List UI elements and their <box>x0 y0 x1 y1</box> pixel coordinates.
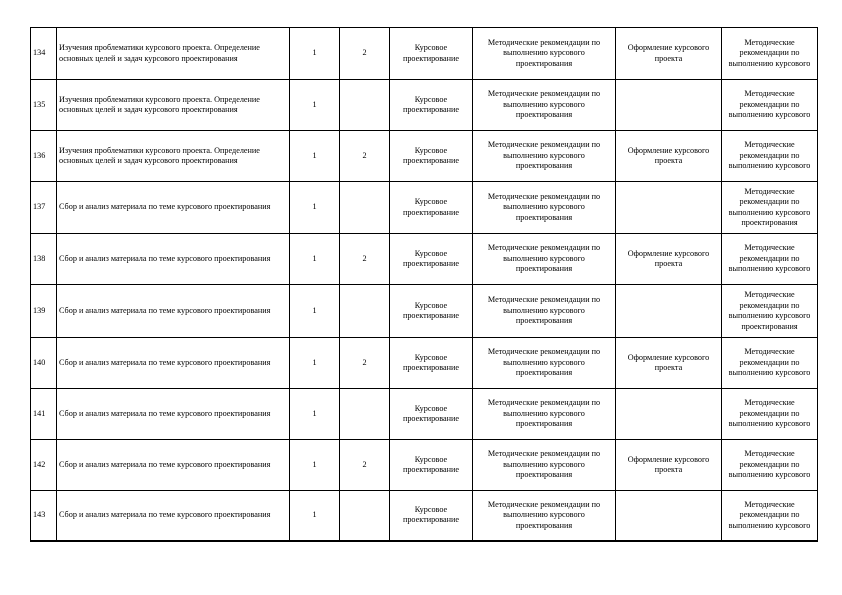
row-form-text: Курсовое проектирование <box>402 504 460 525</box>
row-work <box>616 131 722 182</box>
row-form-text: Курсовое проектирование <box>402 197 460 217</box>
table-body <box>31 28 818 541</box>
row-work <box>616 491 722 541</box>
row-hours-1 <box>290 80 340 131</box>
row-method-text: Методические рекомендации по выполнению курсового проектирования <box>487 295 601 326</box>
row-method-text: Методические рекомендации по выполнению курсового проектирования <box>487 89 601 120</box>
row-work-text: Оформление курсового проекта <box>627 43 710 63</box>
table-row <box>31 491 818 541</box>
row-hours-2 <box>340 389 390 440</box>
row-method-text: Методические рекомендации по выполнению курсового проектирования <box>487 398 601 429</box>
row-hours-2-text: 2 <box>362 459 367 469</box>
row-number-text: 135 <box>33 99 46 109</box>
row-literature-text: Методические рекомендации по выполнению курсового <box>728 398 811 429</box>
row-literature-text: Методические рекомендации по выполнению курсового проектирования <box>728 186 811 227</box>
table-row <box>31 389 818 440</box>
row-work <box>616 28 722 80</box>
row-hours-2-text: 2 <box>362 48 367 58</box>
row-method <box>473 440 616 491</box>
row-literature-text: Методические рекомендации по выполнению курсового <box>728 499 811 530</box>
row-number <box>31 491 57 541</box>
row-hours-2 <box>340 131 390 182</box>
row-hours-1 <box>290 28 340 80</box>
row-form <box>390 131 473 182</box>
row-hours-2 <box>340 440 390 491</box>
row-form <box>390 338 473 389</box>
row-number-text: 139 <box>33 305 46 315</box>
row-hours-1 <box>290 491 340 541</box>
row-number-text: 140 <box>33 357 46 367</box>
row-topic-text: Сбор и анализ материала по теме курсового проектирования <box>59 408 271 418</box>
row-literature <box>722 440 818 491</box>
row-hours-1-text: 1 <box>312 253 317 263</box>
row-topic-text: Изучения проблематики курсового проекта. Определение основных целей и задач курсового проектирования <box>59 43 260 63</box>
row-form-text: Курсовое проектирование <box>402 145 460 165</box>
row-method-text: Методические рекомендации по выполнению курсового проектирования <box>487 499 601 530</box>
row-hours-1-text: 1 <box>312 305 317 315</box>
row-hours-1-text: 1 <box>312 357 317 367</box>
row-number-text: 143 <box>33 510 46 519</box>
row-literature <box>722 131 818 182</box>
row-hours-1 <box>290 440 340 491</box>
row-literature-text: Методические рекомендации по выполнению курсового <box>728 449 811 480</box>
row-hours-2 <box>340 491 390 541</box>
row-number-text: 137 <box>33 202 46 212</box>
row-form <box>390 80 473 131</box>
row-method <box>473 389 616 440</box>
row-literature-text: Методические рекомендации по выполнению курсового <box>728 347 811 378</box>
row-method <box>473 491 616 541</box>
row-form <box>390 491 473 541</box>
row-literature-text: Методические рекомендации по выполнению курсового <box>728 243 811 274</box>
row-number-text: 138 <box>33 253 46 263</box>
row-topic-text: Сбор и анализ материала по теме курсового проектирования <box>59 305 271 315</box>
row-method <box>473 28 616 80</box>
row-hours-1-text: 1 <box>312 150 317 160</box>
row-literature <box>722 80 818 131</box>
row-hours-1-text: 1 <box>312 408 317 418</box>
table-row <box>31 28 818 80</box>
row-method-text: Методические рекомендации по выполнению курсового проектирования <box>487 140 601 171</box>
row-literature <box>722 491 818 541</box>
row-literature <box>722 182 818 234</box>
table-row <box>31 80 818 131</box>
row-work-text: Оформление курсового проекта <box>627 454 710 474</box>
row-work-text: Оформление курсового проекта <box>627 352 710 372</box>
row-number-text: 134 <box>33 48 46 58</box>
row-number <box>31 389 57 440</box>
row-literature-text: Методические рекомендации по выполнению курсового <box>728 89 811 120</box>
row-literature <box>722 234 818 285</box>
row-hours-2-text: 2 <box>362 253 367 263</box>
row-form-text: Курсовое проектирование <box>402 454 460 474</box>
row-literature-text: Методические рекомендации по выполнению курсового проектирования <box>728 290 811 331</box>
row-topic <box>57 28 290 80</box>
row-topic-text: Сбор и анализ материала по теме курсового проектирования <box>59 459 271 469</box>
row-hours-2 <box>340 234 390 285</box>
table-row <box>31 182 818 234</box>
table-row <box>31 234 818 285</box>
row-hours-2 <box>340 80 390 131</box>
row-hours-2 <box>340 28 390 80</box>
row-hours-2-text: 2 <box>362 357 367 367</box>
row-topic <box>57 234 290 285</box>
table-row <box>31 131 818 182</box>
row-form <box>390 182 473 234</box>
row-number <box>31 285 57 338</box>
row-number-text: 142 <box>33 459 46 469</box>
row-hours-1-text: 1 <box>312 99 317 109</box>
row-topic-text: Сбор и анализ материала по теме курсового проектирования <box>59 202 271 212</box>
row-hours-1-text: 1 <box>312 459 317 469</box>
row-topic-text: Изучения проблематики курсового проекта. Определение основных целей и задач курсового проектирования <box>59 145 260 165</box>
row-method <box>473 234 616 285</box>
table-row <box>31 338 818 389</box>
row-topic-text: Сбор и анализ материала по теме курсового проектирования <box>59 357 271 367</box>
row-literature <box>722 28 818 80</box>
row-method <box>473 80 616 131</box>
row-number <box>31 182 57 234</box>
row-topic <box>57 338 290 389</box>
row-hours-1 <box>290 234 340 285</box>
row-work <box>616 234 722 285</box>
row-method <box>473 182 616 234</box>
row-form-text: Курсовое проектирование <box>402 94 460 114</box>
row-number-text: 141 <box>33 408 46 418</box>
row-number <box>31 80 57 131</box>
row-hours-1-text: 1 <box>312 48 317 58</box>
row-form-text: Курсовое проектирование <box>402 43 460 63</box>
row-topic <box>57 285 290 338</box>
row-topic-text: Сбор и анализ материала по теме курсового проектирования <box>59 510 271 519</box>
table-row <box>31 285 818 338</box>
row-literature-text: Методические рекомендации по выполнению курсового <box>728 37 811 68</box>
row-form <box>390 389 473 440</box>
row-work <box>616 440 722 491</box>
row-form <box>390 28 473 80</box>
row-hours-1 <box>290 182 340 234</box>
row-number <box>31 440 57 491</box>
row-work-text: Оформление курсового проекта <box>627 145 710 165</box>
row-method-text: Методические рекомендации по выполнению курсового проектирования <box>487 243 601 274</box>
row-method <box>473 131 616 182</box>
row-hours-2 <box>340 338 390 389</box>
row-form-text: Курсовое проектирование <box>402 300 460 320</box>
row-topic <box>57 182 290 234</box>
row-topic <box>57 491 290 541</box>
row-work <box>616 338 722 389</box>
row-method <box>473 338 616 389</box>
row-number <box>31 131 57 182</box>
row-literature-text: Методические рекомендации по выполнению курсового <box>728 140 811 171</box>
row-hours-2 <box>340 285 390 338</box>
row-form <box>390 234 473 285</box>
row-hours-2-text: 2 <box>362 150 367 160</box>
row-hours-1-text: 1 <box>312 202 317 212</box>
row-hours-2 <box>340 182 390 234</box>
row-form <box>390 285 473 338</box>
row-hours-1 <box>290 285 340 338</box>
row-work-text: Оформление курсового проекта <box>627 248 710 268</box>
row-method <box>473 285 616 338</box>
row-number <box>31 28 57 80</box>
row-form-text: Курсовое проектирование <box>402 352 460 372</box>
row-topic <box>57 80 290 131</box>
row-topic <box>57 131 290 182</box>
row-work <box>616 182 722 234</box>
schedule-table <box>30 27 818 542</box>
row-hours-1 <box>290 389 340 440</box>
row-form <box>390 440 473 491</box>
row-method-text: Методические рекомендации по выполнению курсового проектирования <box>487 449 601 480</box>
row-number-text: 136 <box>33 150 46 160</box>
row-work <box>616 389 722 440</box>
row-number <box>31 234 57 285</box>
row-literature <box>722 389 818 440</box>
table-row <box>31 440 818 491</box>
row-topic <box>57 389 290 440</box>
row-form-text: Курсовое проектирование <box>402 403 460 423</box>
row-method-text: Методические рекомендации по выполнению курсового проектирования <box>487 347 601 378</box>
row-method-text: Методические рекомендации по выполнению курсового проектирования <box>487 37 601 68</box>
row-number <box>31 338 57 389</box>
row-topic <box>57 440 290 491</box>
row-work <box>616 285 722 338</box>
row-topic-text: Изучения проблематики курсового проекта. Определение основных целей и задач курсового проектирования <box>59 94 260 114</box>
row-hours-1 <box>290 131 340 182</box>
row-topic-text: Сбор и анализ материала по теме курсового проектирования <box>59 253 271 263</box>
row-work <box>616 80 722 131</box>
row-hours-1-text: 1 <box>312 510 317 519</box>
row-literature <box>722 285 818 338</box>
row-method-text: Методические рекомендации по выполнению курсового проектирования <box>487 191 601 222</box>
row-literature <box>722 338 818 389</box>
row-form-text: Курсовое проектирование <box>402 248 460 268</box>
row-hours-1 <box>290 338 340 389</box>
